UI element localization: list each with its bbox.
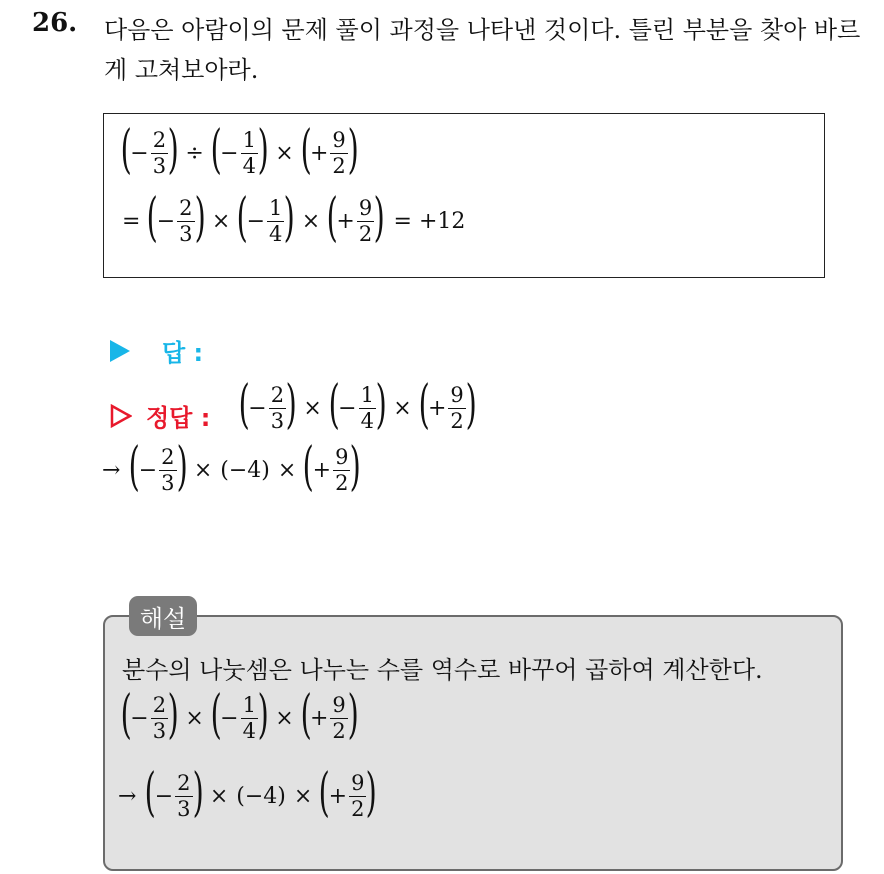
denominator: 2 <box>450 408 464 433</box>
fraction <box>330 692 347 743</box>
denominator: 3 <box>270 408 285 433</box>
sign: + <box>312 457 332 483</box>
fraction <box>357 195 374 246</box>
sign: + <box>427 395 447 421</box>
denominator: 4 <box>242 718 256 743</box>
answer-label: 답 : <box>162 339 204 367</box>
left-paren: ( <box>147 188 159 248</box>
sign: + <box>309 705 329 731</box>
numerator: 1 <box>360 382 374 407</box>
play-triangle-icon <box>110 340 130 362</box>
left-paren: ( <box>300 685 312 745</box>
operator: × <box>185 705 204 731</box>
sign: − <box>138 457 158 483</box>
sign: + <box>309 140 329 166</box>
numerator: 9 <box>335 444 349 469</box>
numerator: 2 <box>152 692 167 717</box>
numerator: 1 <box>269 195 283 220</box>
sign: − <box>220 705 239 731</box>
sign: − <box>154 783 174 809</box>
denominator: 2 <box>332 718 346 743</box>
operator: × <box>275 140 294 166</box>
operator: × <box>275 705 294 731</box>
operator: × <box>277 457 297 483</box>
fraction <box>241 692 258 743</box>
explanation-line-2 <box>118 763 378 823</box>
left-paren: ( <box>145 763 157 823</box>
left-paren: ( <box>302 437 315 497</box>
right-paren: ) <box>465 375 477 435</box>
operator: × <box>193 457 213 483</box>
right-paren: ) <box>283 188 296 248</box>
left-paren: ( <box>210 685 222 745</box>
result: = +12 <box>393 208 466 234</box>
denominator: 2 <box>351 796 365 821</box>
numerator: 2 <box>152 127 167 152</box>
denominator: 3 <box>152 718 167 743</box>
problem-line-1 <box>120 120 359 180</box>
numerator: 1 <box>242 692 256 717</box>
answer-row <box>110 333 203 368</box>
correct-answer-label: 정답 : <box>146 404 211 432</box>
explanation-text: 분수의 나눗셈은 나누는 수를 역수로 바꾸어 곱하여 계산한다. <box>122 656 763 684</box>
fraction <box>159 444 176 495</box>
sign: + <box>328 783 348 809</box>
fraction <box>330 127 347 178</box>
reciprocal-term: (−4) <box>220 457 270 483</box>
right-paren: ) <box>375 375 387 435</box>
arrow-icon: → <box>102 457 121 483</box>
fraction <box>359 382 376 433</box>
arrow-icon: → <box>118 783 137 809</box>
left-paren: ( <box>328 375 340 435</box>
left-paren: ( <box>238 375 250 435</box>
right-paren: ) <box>167 120 179 180</box>
denominator: 4 <box>242 153 256 178</box>
denominator: 2 <box>332 153 346 178</box>
operator: × <box>303 395 322 421</box>
reciprocal-term: (−4) <box>236 783 286 809</box>
right-paren: ) <box>192 763 204 823</box>
sign: + <box>336 208 355 234</box>
operator: × <box>209 783 229 809</box>
question-number: 26. <box>32 8 78 38</box>
right-paren: ) <box>257 685 269 745</box>
left-paren: ( <box>120 685 132 745</box>
right-paren: ) <box>167 685 179 745</box>
fraction <box>269 382 286 433</box>
left-paren: ( <box>418 375 430 435</box>
fraction <box>241 127 258 178</box>
sign: − <box>338 395 357 421</box>
right-paren: ) <box>347 120 359 180</box>
left-paren: ( <box>129 437 141 497</box>
denominator: 2 <box>358 221 373 246</box>
operator: × <box>393 395 412 421</box>
numerator: 2 <box>177 770 191 795</box>
question-text: 다음은 아람이의 문제 풀이 과정을 나타낸 것이다. 틀린 부분을 찾아 바르게 고쳐보아라. <box>104 16 861 84</box>
right-paren: ) <box>285 375 297 435</box>
numerator: 9 <box>450 382 464 407</box>
numerator: 2 <box>161 444 175 469</box>
sign: − <box>156 208 176 234</box>
sign: − <box>130 140 149 166</box>
correct-answer-label-row <box>110 398 210 433</box>
sign: − <box>246 208 266 234</box>
left-paren: ( <box>300 120 312 180</box>
left-paren: ( <box>210 120 222 180</box>
right-paren: ) <box>350 437 362 497</box>
fraction <box>349 770 366 821</box>
right-paren: ) <box>176 437 188 497</box>
right-paren: ) <box>373 188 385 248</box>
equals-sign: = <box>122 208 141 234</box>
right-paren: ) <box>366 763 378 823</box>
correct-answer-line-2 <box>102 437 362 497</box>
sign: − <box>248 395 267 421</box>
numerator: 9 <box>332 692 346 717</box>
denominator: 3 <box>179 221 193 246</box>
denominator: 4 <box>360 408 374 433</box>
fraction <box>151 127 168 178</box>
numerator: 9 <box>332 127 346 152</box>
operator: ÷ <box>185 140 204 166</box>
operator: × <box>293 783 313 809</box>
denominator: 2 <box>335 470 349 495</box>
fraction <box>267 195 284 246</box>
fraction <box>333 444 350 495</box>
fraction <box>151 692 168 743</box>
left-paren: ( <box>326 188 338 248</box>
right-paren: ) <box>194 188 206 248</box>
fraction <box>448 382 465 433</box>
numerator: 9 <box>351 770 365 795</box>
problem-line-2 <box>122 188 466 248</box>
fraction <box>175 770 192 821</box>
denominator: 3 <box>152 153 167 178</box>
operator: × <box>301 208 321 234</box>
fraction <box>177 195 194 246</box>
sign: − <box>220 140 239 166</box>
left-paren: ( <box>318 763 331 823</box>
operator: × <box>211 208 231 234</box>
denominator: 3 <box>161 470 175 495</box>
right-paren: ) <box>347 685 359 745</box>
left-paren: ( <box>120 120 132 180</box>
numerator: 9 <box>358 195 373 220</box>
correct-answer-line-1 <box>238 375 477 435</box>
sign: − <box>130 705 149 731</box>
numerator: 2 <box>179 195 193 220</box>
right-paren: ) <box>257 120 269 180</box>
explanation-tab: 해설 <box>129 596 197 636</box>
numerator: 2 <box>270 382 285 407</box>
denominator: 4 <box>269 221 283 246</box>
outline-triangle-icon <box>110 404 132 428</box>
denominator: 3 <box>177 796 191 821</box>
numerator: 1 <box>242 127 256 152</box>
explanation-line-1 <box>120 685 359 745</box>
left-paren: ( <box>236 188 249 248</box>
